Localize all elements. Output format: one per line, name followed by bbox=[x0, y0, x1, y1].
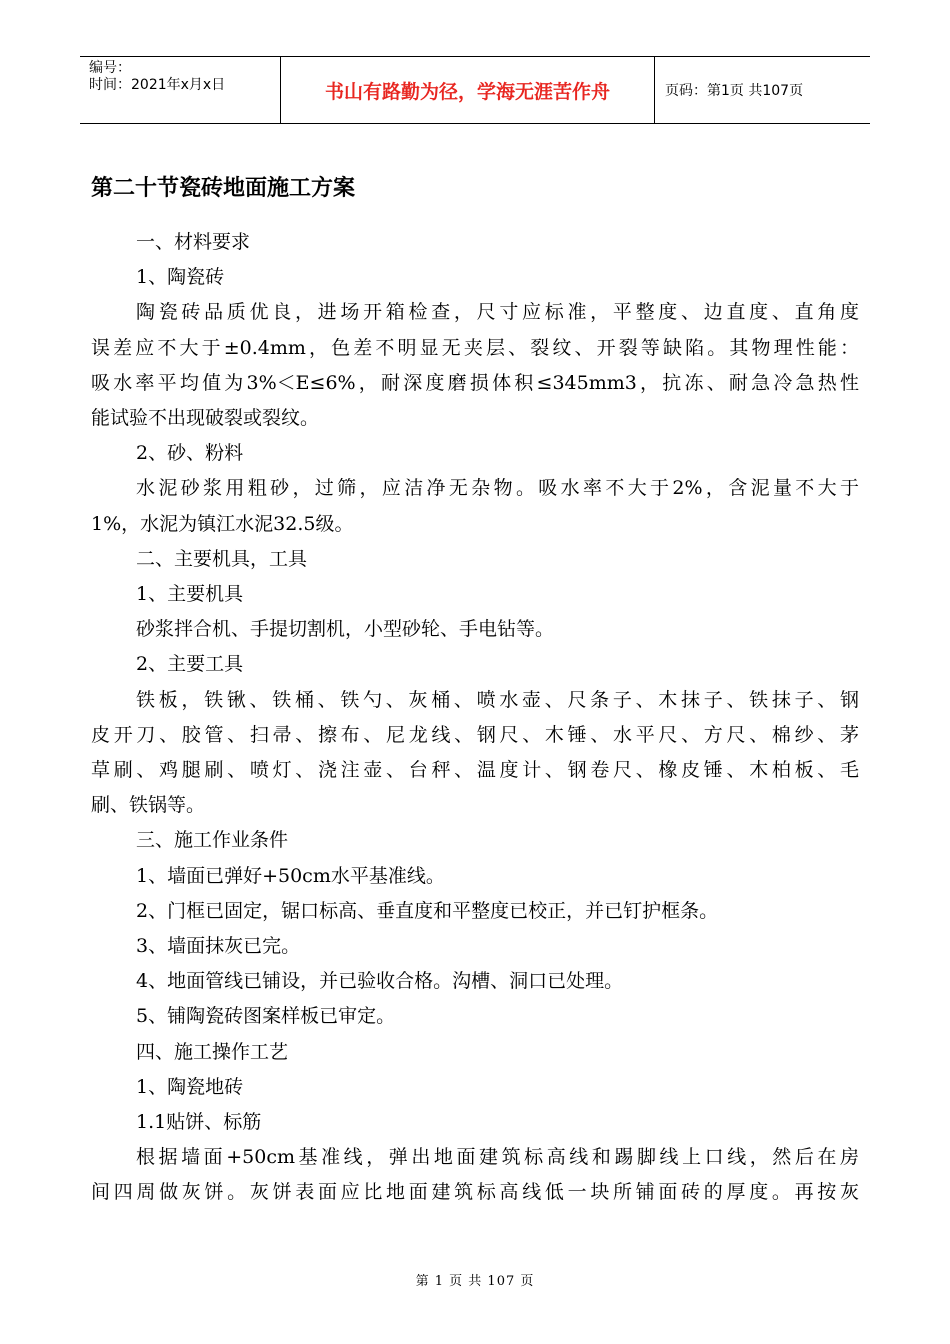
document-body bbox=[91, 225, 859, 1211]
paragraph-line: 铁板，铁锹、铁桶、铁勺、灰桶、喷水壶、尺条子、木抹子、铁抹子、钢 bbox=[136, 688, 859, 711]
paragraph-line: 水泥砂浆用粗砂，过筛，应洁净无杂物。吸水率不大于2%，含泥量不大于 bbox=[136, 477, 859, 500]
list-item: 5、铺陶瓷砖图案样板已审定。 bbox=[136, 1005, 396, 1028]
paragraph-line: 砂浆拌合机、手提切割机，小型砂轮、手电钻等。 bbox=[136, 618, 555, 641]
heading-tools: 二、主要机具，工具 bbox=[136, 547, 308, 570]
subheading-floor-tile: 1、陶瓷地砖 bbox=[136, 1075, 244, 1098]
header-page-info: 页码：第1页 共107页 bbox=[665, 83, 804, 99]
paragraph-line: 能试验不出现破裂或裂纹。 bbox=[91, 407, 320, 430]
subheading-hand-tools: 2、主要工具 bbox=[136, 653, 244, 676]
list-item: 2、门框已固定，锯口标高、垂直度和平整度已校正，并已钉护框条。 bbox=[136, 899, 719, 922]
document-number-label: 编号： bbox=[89, 60, 131, 76]
subheading-leveling: 1.1贴饼、标筋 bbox=[136, 1111, 262, 1134]
paragraph-line: 间四周做灰饼。灰饼表面应比地面建筑标高线低一块所铺面砖的厚度。再按灰 bbox=[91, 1181, 859, 1204]
paragraph-line: 吸水率平均值为3%＜E≤6%，耐深度磨损体积≤345mm3，抗冻、耐急冷急热性 bbox=[91, 371, 859, 394]
section-title: 第二十节瓷砖地面施工方案 bbox=[91, 176, 356, 201]
paragraph-line: 误差应不大于±0.4mm，色差不明显无夹层、裂纹、开裂等缺陷。其物理性能： bbox=[91, 336, 859, 359]
paragraph-line: 陶瓷砖品质优良，进场开箱检查，尺寸应标准，平整度、边直度、直角度 bbox=[136, 301, 859, 324]
list-item: 4、地面管线已铺设，并已验收合格。沟槽、洞口已处理。 bbox=[136, 970, 624, 993]
paragraph-line: 1%，水泥为镇江水泥32.5级。 bbox=[91, 512, 354, 535]
document-date: 时间：2021年x月x日 bbox=[89, 77, 226, 93]
paragraph-line: 根据墙面+50cm基准线，弹出地面建筑标高线和踢脚线上口线，然后在房 bbox=[136, 1146, 859, 1169]
heading-conditions: 三、施工作业条件 bbox=[136, 829, 289, 852]
paragraph-line: 刷、铁锅等。 bbox=[91, 794, 206, 817]
heading-materials: 一、材料要求 bbox=[136, 231, 251, 253]
heading-process: 四、施工操作工艺 bbox=[136, 1040, 289, 1063]
subheading-sand-powder: 2、砂、粉料 bbox=[136, 442, 244, 465]
header-table bbox=[80, 56, 870, 124]
header-meta bbox=[80, 57, 281, 123]
list-item: 1、墙面已弹好+50cm水平基准线。 bbox=[136, 864, 445, 887]
page-footer: 第 1 页 共 107 页 bbox=[415, 1274, 535, 1289]
subheading-ceramic-tile: 1、陶瓷砖 bbox=[136, 266, 225, 289]
list-item: 3、墙面抹灰已完。 bbox=[136, 935, 301, 958]
paragraph-line: 皮开刀、胶管、扫帚、擦布、尼龙线、钢尺、木锤、水平尺、方尺、棉纱、茅 bbox=[91, 723, 859, 746]
subheading-machines: 1、主要机具 bbox=[136, 583, 244, 606]
paragraph-line: 草刷、鸡腿刷、喷灯、浇注壶、台秤、温度计、钢卷尺、橡皮锤、木柏板、毛 bbox=[91, 759, 859, 782]
header-motto: 书山有路勤为径，学海无涯苦作舟 bbox=[281, 57, 655, 123]
